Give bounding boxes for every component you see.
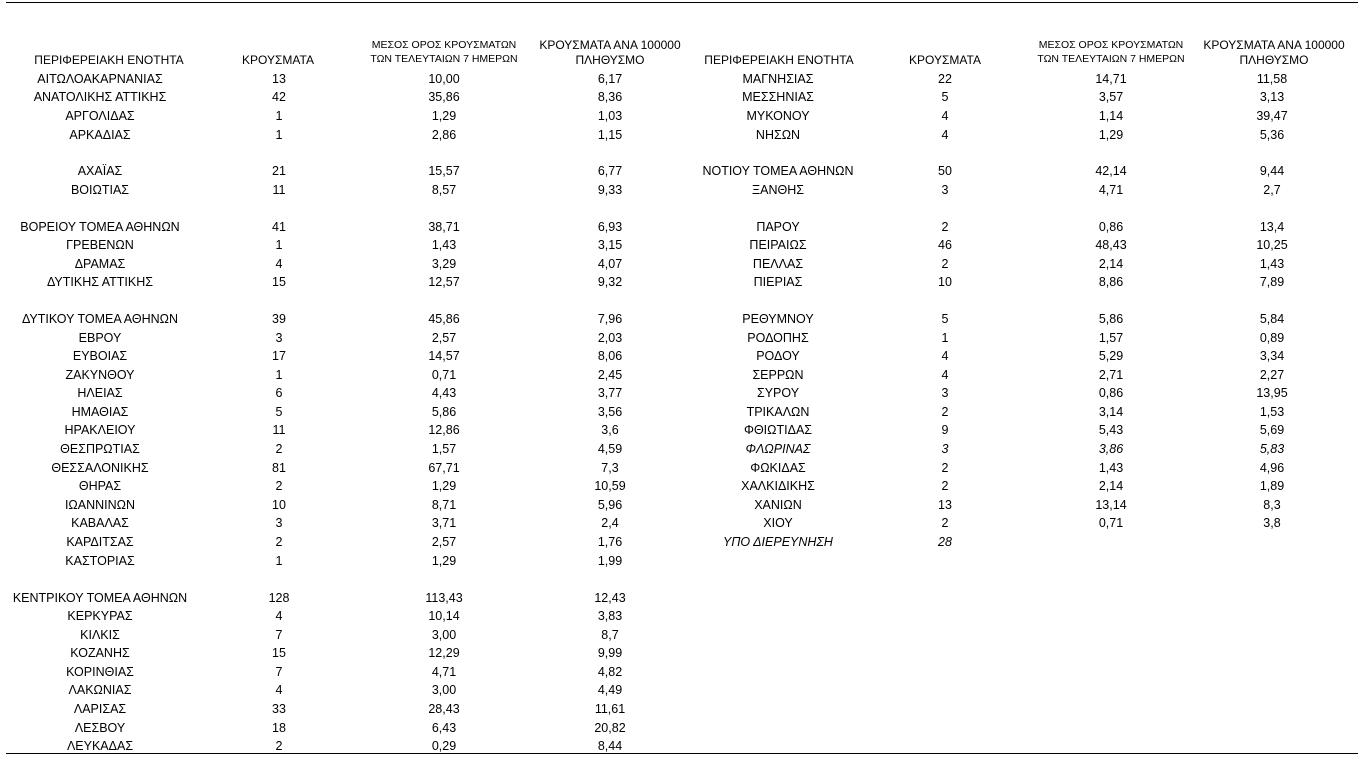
cell-cases: 13 — [272, 72, 286, 86]
cell-per100k: 1,53 — [1259, 405, 1285, 419]
cell-cases: 2 — [941, 405, 949, 419]
cell-cases: 15 — [272, 275, 286, 289]
cell-avg7: 1,29 — [431, 479, 457, 493]
cell-avg7: 5,43 — [1098, 423, 1124, 437]
cell-cases: 21 — [272, 164, 286, 178]
cell-avg7: 4,71 — [1098, 183, 1124, 197]
cell-avg7: 4,43 — [431, 386, 457, 400]
cell-per100k: 5,84 — [1259, 312, 1285, 326]
cell-region: ΖΑΚΥΝΘΟΥ — [65, 368, 135, 382]
cell-per100k: 3,8 — [1263, 516, 1281, 530]
cell-region: ΔΥΤΙΚΟΥ ΤΟΜΕΑ ΑΘΗΝΩΝ — [21, 312, 179, 326]
cell-cases: 4 — [275, 609, 283, 623]
cell-avg7: 45,86 — [428, 312, 460, 326]
cell-avg7: 0,71 — [431, 368, 457, 382]
cell-avg7: 113,43 — [425, 591, 463, 605]
cell-region: ΦΘΙΩΤΙΔΑΣ — [743, 423, 813, 437]
cell-region: ΦΩΚΙΔΑΣ — [750, 461, 806, 475]
cell-cases: 2 — [941, 516, 949, 530]
cell-region: ΚΑΣΤΟΡΙΑΣ — [65, 554, 135, 568]
cell-avg7: 2,14 — [1098, 479, 1124, 493]
left-header-avg7-line2: ΤΩΝ ΤΕΛΕΥΤΑΙΩΝ 7 ΗΜΕΡΩΝ — [370, 53, 518, 65]
cell-avg7: 14,71 — [1095, 72, 1127, 86]
cell-per100k: 8,44 — [597, 739, 623, 753]
cell-per100k: 9,44 — [1259, 164, 1285, 178]
cell-cases: 39 — [272, 312, 286, 326]
cell-cases: 4 — [941, 128, 949, 142]
cell-per100k: 4,59 — [597, 442, 623, 456]
cell-per100k: 3,34 — [1259, 349, 1285, 363]
cell-per100k: 7,96 — [597, 312, 623, 326]
cell-region: ΕΥΒΟΙΑΣ — [72, 349, 128, 363]
cell-per100k: 8,7 — [601, 628, 619, 642]
left-header-region: ΠΕΡΙΦΕΡΕΙΑΚΗ ΕΝΟΤΗΤΑ — [34, 53, 184, 67]
cell-region: ΗΛΕΙΑΣ — [77, 386, 123, 400]
cell-per100k: 5,36 — [1259, 128, 1285, 142]
right-header-avg7-line2: ΤΩΝ ΤΕΛΕΥΤΑΙΩΝ 7 ΗΜΕΡΩΝ — [1037, 53, 1185, 65]
cell-avg7: 28,43 — [428, 702, 460, 716]
cell-region: ΛΕΣΒΟΥ — [74, 721, 126, 735]
cell-region: ΣΥΡΟΥ — [756, 386, 800, 400]
cell-region: ΧΙΟΥ — [763, 516, 793, 530]
cell-avg7: 5,29 — [1098, 349, 1124, 363]
cell-per100k: 9,99 — [597, 646, 623, 660]
cell-avg7: 48,43 — [1095, 238, 1127, 252]
cell-cases: 4 — [941, 349, 949, 363]
cell-region: ΞΑΝΘΗΣ — [752, 183, 804, 197]
cell-per100k: 11,61 — [594, 702, 626, 716]
cell-cases: 7 — [275, 665, 283, 679]
cell-cases: 22 — [938, 72, 952, 86]
cell-region: ΚΑΡΔΙΤΣΑΣ — [66, 535, 134, 549]
cell-avg7: 12,29 — [428, 646, 460, 660]
cell-cases: 10 — [938, 275, 952, 289]
table-row — [0, 663, 623, 681]
cell-region: ΕΒΡΟΥ — [78, 331, 122, 345]
cell-cases: 3 — [275, 516, 283, 530]
cell-region: ΡΕΘΥΜΝΟΥ — [742, 312, 814, 326]
cell-avg7: 2,57 — [431, 535, 457, 549]
cell-cases: 2 — [275, 535, 283, 549]
cell-avg7: 14,57 — [428, 349, 460, 363]
left-header-cases: ΚΡΟΥΣΜΑΤΑ — [242, 53, 314, 67]
right-header-avg7-line1: ΜΕΣΟΣ ΟΡΟΣ ΚΡΟΥΣΜΑΤΩΝ — [1038, 39, 1184, 51]
cell-region: ΣΕΡΡΩΝ — [752, 368, 804, 382]
cell-cases: 1 — [275, 109, 283, 123]
cell-region: ΜΕΣΣΗΝΙΑΣ — [742, 90, 814, 104]
cell-region: ΚΕΝΤΡΙΚΟΥ ΤΟΜΕΑ ΑΘΗΝΩΝ — [12, 591, 188, 605]
cell-region: ΔΥΤΙΚΗΣ ΑΤΤΙΚΗΣ — [47, 275, 153, 289]
cell-avg7: 5,86 — [1098, 312, 1124, 326]
cell-per100k: 3,56 — [597, 405, 623, 419]
cell-region: ΠΙΕΡΙΑΣ — [753, 275, 803, 289]
cell-avg7: 10,00 — [428, 72, 460, 86]
cell-cases: 13 — [938, 498, 952, 512]
right-header-region: ΠΕΡΙΦΕΡΕΙΑΚΗ ΕΝΟΤΗΤΑ — [704, 53, 854, 67]
cell-per100k: 8,06 — [597, 349, 623, 363]
cell-cases: 2 — [275, 739, 283, 753]
cell-avg7: 3,86 — [1098, 442, 1124, 456]
cell-cases: 17 — [272, 349, 286, 363]
table-row — [0, 719, 626, 737]
cell-per100k: 5,83 — [1259, 442, 1285, 456]
cell-per100k: 4,82 — [597, 665, 623, 679]
cell-per100k: 5,96 — [597, 498, 623, 512]
cell-per100k: 6,77 — [597, 164, 623, 178]
cell-avg7: 1,43 — [1098, 461, 1124, 475]
cell-region: ΧΑΝΙΩΝ — [754, 498, 802, 512]
cell-cases: 11 — [272, 423, 286, 437]
cell-cases: 5 — [941, 90, 949, 104]
cell-avg7: 3,71 — [431, 516, 457, 530]
cell-per100k: 2,03 — [597, 331, 623, 345]
cell-avg7: 42,14 — [1095, 164, 1127, 178]
cell-cases: 6 — [275, 386, 283, 400]
cell-region: ΔΡΑΜΑΣ — [74, 257, 126, 271]
cell-cases: 41 — [272, 220, 286, 234]
cell-region: ΚΙΛΚΙΣ — [80, 628, 120, 642]
cell-region: ΓΡΕΒΕΝΩΝ — [66, 238, 134, 252]
top-rule — [6, 2, 1358, 3]
cell-region: ΥΠΟ ΔΙΕΡΕΥΝΗΣΗ — [723, 535, 833, 549]
cell-cases: 3 — [941, 386, 949, 400]
cell-cases: 5 — [275, 405, 283, 419]
cell-per100k: 13,4 — [1259, 220, 1285, 234]
cell-region: ΜΥΚΟΝΟΥ — [746, 109, 810, 123]
cell-avg7: 1,29 — [1098, 128, 1124, 142]
cell-per100k: 6,93 — [597, 220, 623, 234]
cell-region: ΑΡΚΑΔΙΑΣ — [69, 128, 131, 142]
cell-cases: 33 — [272, 702, 286, 716]
cell-avg7: 67,71 — [428, 461, 460, 475]
cell-per100k: 4,49 — [597, 683, 623, 697]
cell-avg7: 5,86 — [431, 405, 457, 419]
cell-cases: 18 — [272, 721, 286, 735]
cell-cases: 5 — [941, 312, 949, 326]
cell-region: ΤΡΙΚΑΛΩΝ — [746, 405, 810, 419]
right-header-per100k-line2: ΠΛΗΘΥΣΜΟ — [1239, 53, 1309, 67]
cell-per100k: 1,89 — [1259, 479, 1285, 493]
cell-per100k: 3,77 — [597, 386, 623, 400]
table-row — [0, 681, 623, 699]
cell-cases: 50 — [938, 164, 952, 178]
cell-cases: 2 — [941, 461, 949, 475]
cell-region: ΚΕΡΚΥΡΑΣ — [67, 609, 133, 623]
cell-cases: 15 — [272, 646, 286, 660]
cell-avg7: 0,86 — [1098, 220, 1124, 234]
cell-avg7: 10,14 — [428, 609, 460, 623]
cell-per100k: 7,3 — [601, 461, 619, 475]
cell-avg7: 3,29 — [431, 257, 457, 271]
cell-avg7: 6,43 — [431, 721, 457, 735]
cell-cases: 1 — [275, 238, 283, 252]
cell-cases: 3 — [275, 331, 283, 345]
left-header-per100k-line2: ΠΛΗΘΥΣΜΟ — [575, 53, 645, 67]
cell-per100k: 1,15 — [597, 128, 623, 142]
right-header-cases: ΚΡΟΥΣΜΑΤΑ — [909, 53, 981, 67]
cell-region: ΠΑΡΟΥ — [756, 220, 800, 234]
cell-per100k: 1,03 — [597, 109, 623, 123]
cell-cases: 2 — [941, 257, 949, 271]
cell-cases: 1 — [941, 331, 949, 345]
cell-region: ΗΜΑΘΙΑΣ — [71, 405, 129, 419]
cell-region: ΝΗΣΩΝ — [755, 128, 801, 142]
cell-avg7: 2,14 — [1098, 257, 1124, 271]
cell-region: ΑΡΓΟΛΙΔΑΣ — [65, 109, 135, 123]
cell-avg7: 2,57 — [431, 331, 457, 345]
cell-avg7: 3,00 — [431, 628, 457, 642]
cell-avg7: 2,71 — [1098, 368, 1124, 382]
cell-avg7: 8,57 — [431, 183, 457, 197]
cell-region: ΛΑΡΙΣΑΣ — [73, 702, 127, 716]
cell-cases: 11 — [272, 183, 286, 197]
cell-avg7: 0,71 — [1098, 516, 1124, 530]
cell-avg7: 1,57 — [431, 442, 457, 456]
table-row — [0, 700, 626, 718]
cell-avg7: 12,86 — [428, 423, 460, 437]
cell-region: ΚΟΡΙΝΘΙΑΣ — [66, 665, 134, 679]
cell-region: ΛΑΚΩΝΙΑΣ — [68, 683, 132, 697]
cell-cases: 7 — [275, 628, 283, 642]
cell-per100k: 1,43 — [1259, 257, 1285, 271]
cell-region: ΙΩΑΝΝΙΝΩΝ — [64, 498, 136, 512]
cell-cases: 2 — [941, 479, 949, 493]
cell-cases: 2 — [275, 479, 283, 493]
cell-per100k: 1,76 — [597, 535, 623, 549]
cell-region: ΜΑΓΝΗΣΙΑΣ — [742, 72, 814, 86]
cell-cases: 9 — [941, 423, 949, 437]
cell-avg7: 8,71 — [431, 498, 457, 512]
cell-per100k: 8,3 — [1263, 498, 1281, 512]
cell-per100k: 2,7 — [1263, 183, 1281, 197]
cell-cases: 4 — [275, 683, 283, 697]
table-row — [0, 607, 623, 625]
cell-per100k: 1,99 — [597, 554, 623, 568]
cell-per100k: 6,17 — [597, 72, 623, 86]
cell-region: ΛΕΥΚΑΔΑΣ — [66, 739, 134, 753]
bottom-rule — [6, 753, 1358, 754]
cell-region: ΡΟΔΟΥ — [756, 349, 800, 363]
cell-per100k: 4,07 — [597, 257, 623, 271]
cell-region: ΧΑΛΚΙΔΙΚΗΣ — [741, 479, 815, 493]
table-row — [0, 737, 623, 755]
cell-per100k: 11,58 — [1256, 72, 1288, 86]
cell-avg7: 15,57 — [428, 164, 460, 178]
left-header-avg7-line1: ΜΕΣΟΣ ΟΡΟΣ ΚΡΟΥΣΜΑΤΩΝ — [371, 39, 517, 51]
cell-avg7: 8,86 — [1098, 275, 1124, 289]
cell-cases: 4 — [941, 109, 949, 123]
cell-avg7: 1,57 — [1098, 331, 1124, 345]
cell-cases: 3 — [941, 183, 949, 197]
cell-per100k: 3,83 — [597, 609, 623, 623]
cell-cases: 2 — [275, 442, 283, 456]
cell-avg7: 3,57 — [1098, 90, 1124, 104]
cell-cases: 3 — [941, 442, 949, 456]
cell-per100k: 3,13 — [1259, 90, 1285, 104]
cell-cases: 10 — [272, 498, 286, 512]
cell-avg7: 1,43 — [431, 238, 457, 252]
cell-avg7: 4,71 — [431, 665, 457, 679]
cell-region: ΦΛΩΡΙΝΑΣ — [745, 442, 811, 456]
cell-cases: 1 — [275, 128, 283, 142]
cell-avg7: 12,57 — [428, 275, 460, 289]
cell-region: ΒΟΡΕΙΟΥ ΤΟΜΕΑ ΑΘΗΝΩΝ — [20, 220, 180, 234]
cell-region: ΘΕΣΠΡΩΤΙΑΣ — [60, 442, 140, 456]
cell-avg7: 35,86 — [428, 90, 460, 104]
cell-avg7: 38,71 — [428, 220, 460, 234]
cell-avg7: 1,29 — [431, 109, 457, 123]
cell-per100k: 10,25 — [1256, 238, 1288, 252]
cell-per100k: 20,82 — [594, 721, 626, 735]
cell-cases: 46 — [938, 238, 952, 252]
cell-per100k: 3,6 — [601, 423, 619, 437]
cell-region: ΑΧΑΪΑΣ — [77, 164, 123, 178]
cell-region: ΗΡΑΚΛΕΙΟΥ — [64, 423, 136, 437]
left-header-per100k-line1: ΚΡΟΥΣΜΑΤΑ ΑΝΑ 100000 — [539, 38, 681, 52]
cell-region: ΝΟΤΙΟΥ ΤΟΜΕΑ ΑΘΗΝΩΝ — [702, 164, 854, 178]
cell-region: ΡΟΔΟΠΗΣ — [747, 331, 809, 345]
cell-region: ΠΕΛΛΑΣ — [752, 257, 804, 271]
cell-per100k: 39,47 — [1256, 109, 1288, 123]
cell-cases: 128 — [268, 591, 290, 605]
cell-region: ΚΟΖΑΝΗΣ — [70, 646, 130, 660]
cell-avg7: 3,14 — [1098, 405, 1124, 419]
cell-per100k: 8,36 — [597, 90, 623, 104]
cell-avg7: 2,86 — [431, 128, 457, 142]
cell-avg7: 13,14 — [1095, 498, 1127, 512]
cell-cases: 4 — [275, 257, 283, 271]
cell-per100k: 5,69 — [1259, 423, 1285, 437]
cell-avg7: 0,86 — [1098, 386, 1124, 400]
cell-cases: 4 — [941, 368, 949, 382]
cell-per100k: 13,95 — [1256, 386, 1288, 400]
cell-cases: 42 — [272, 90, 286, 104]
cell-cases: 1 — [275, 368, 283, 382]
cell-per100k: 2,45 — [597, 368, 623, 382]
right-header-per100k-line1: ΚΡΟΥΣΜΑΤΑ ΑΝΑ 100000 — [1203, 38, 1345, 52]
table-row — [0, 589, 626, 607]
cell-per100k: 12,43 — [594, 591, 626, 605]
table-row — [0, 626, 619, 644]
cell-avg7: 3,00 — [431, 683, 457, 697]
cell-region: ΑΝΑΤΟΛΙΚΗΣ ΑΤΤΙΚΗΣ — [33, 90, 167, 104]
cell-per100k: 2,4 — [601, 516, 619, 530]
cell-region: ΑΙΤΩΛΟΑΚΑΡΝΑΝΙΑΣ — [37, 72, 163, 86]
cell-region: ΘΕΣΣΑΛΟΝΙΚΗΣ — [51, 461, 149, 475]
cell-per100k: 3,15 — [597, 238, 623, 252]
cell-avg7: 0,29 — [431, 739, 457, 753]
table-row — [0, 644, 623, 662]
cell-cases: 2 — [941, 220, 949, 234]
cell-region: ΒΟΙΩΤΙΑΣ — [70, 183, 130, 197]
cell-region: ΠΕΙΡΑΙΩΣ — [749, 238, 807, 252]
cell-per100k: 7,89 — [1259, 275, 1285, 289]
cell-per100k: 4,96 — [1259, 461, 1285, 475]
cell-cases: 28 — [938, 535, 952, 549]
cell-cases: 81 — [272, 461, 286, 475]
cell-per100k: 9,32 — [597, 275, 623, 289]
cell-per100k: 0,89 — [1259, 331, 1285, 345]
cell-region: ΘΗΡΑΣ — [78, 479, 122, 493]
cell-per100k: 2,27 — [1259, 368, 1285, 382]
cell-per100k: 9,33 — [597, 183, 623, 197]
cell-cases: 1 — [275, 554, 283, 568]
cell-per100k: 10,59 — [594, 479, 626, 493]
table-row — [0, 552, 623, 570]
cell-avg7: 1,29 — [431, 554, 457, 568]
cell-avg7: 1,14 — [1098, 109, 1124, 123]
cell-region: ΚΑΒΑΛΑΣ — [71, 516, 129, 530]
